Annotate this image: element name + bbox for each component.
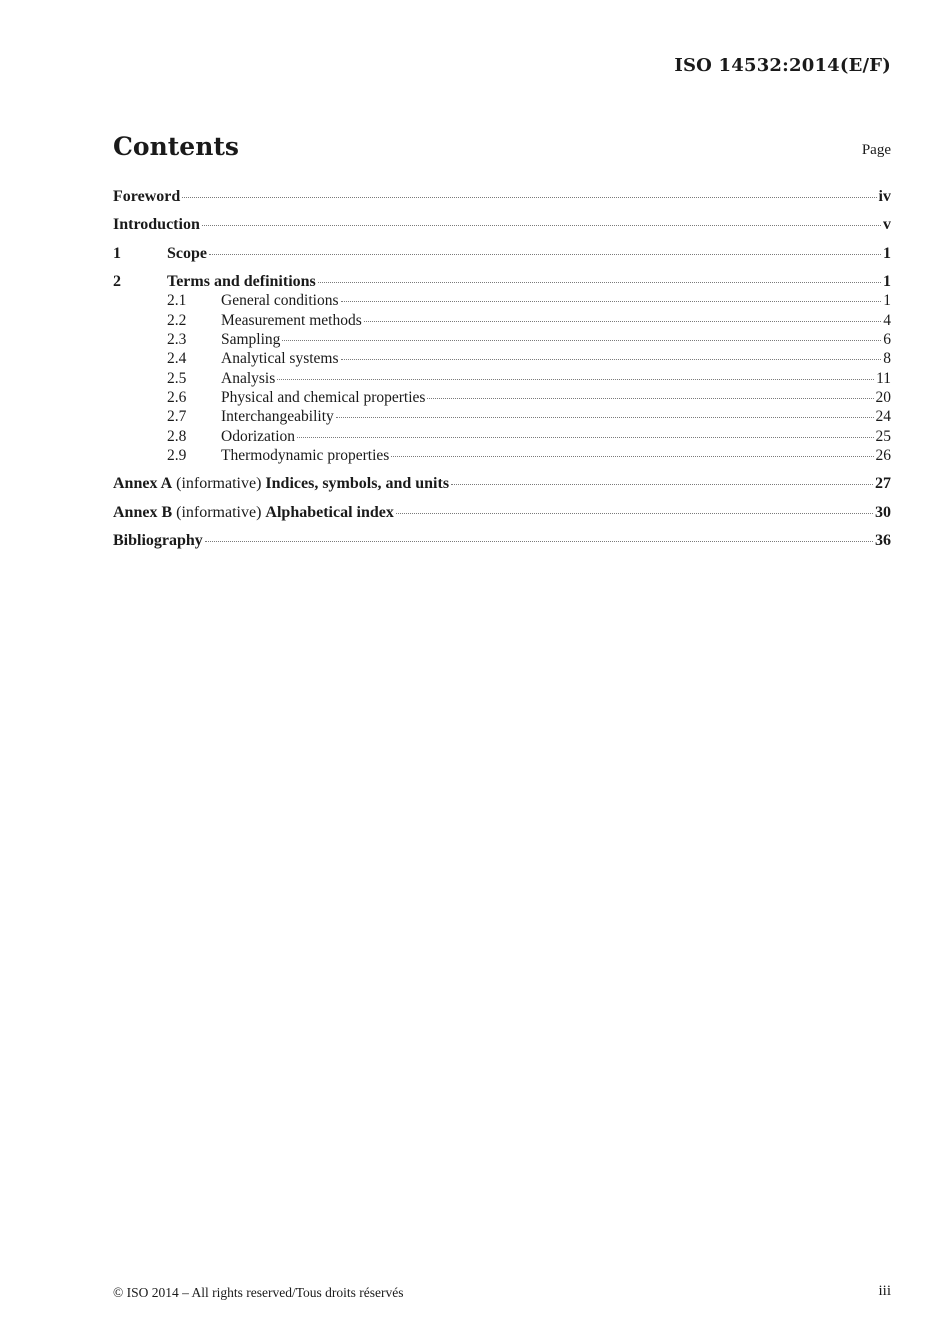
toc-subentry[interactable] <box>113 311 891 330</box>
toc-number: 2 <box>113 273 121 290</box>
dot-leader <box>364 321 881 322</box>
toc-page-number: 1 <box>883 245 891 262</box>
annex-label: Annex B <box>113 504 173 521</box>
toc-subentry[interactable] <box>113 291 891 310</box>
toc-page-number: 27 <box>875 475 891 492</box>
toc-title: Analysis <box>221 370 276 387</box>
dot-leader <box>202 225 881 226</box>
annex-title: Indices, symbols, and units <box>265 475 450 492</box>
toc-subentry[interactable] <box>113 388 891 407</box>
toc-title: Bibliography <box>113 532 203 549</box>
toc-title: Physical and chemical properties <box>221 389 426 406</box>
toc-number: 2.2 <box>167 312 187 329</box>
toc-page-number: 24 <box>875 408 891 425</box>
toc-page-number: 11 <box>876 370 891 387</box>
dot-leader <box>318 282 881 283</box>
page-column-label: Page <box>861 142 891 158</box>
toc-entry-annex-b[interactable] <box>113 503 891 522</box>
dot-leader <box>277 379 874 380</box>
toc-title: Sampling <box>221 331 281 348</box>
contents-heading: Contents <box>113 132 240 161</box>
toc-page-number: 4 <box>883 312 891 329</box>
toc-number: 2.6 <box>167 389 187 406</box>
dot-leader <box>209 254 881 255</box>
dot-leader <box>205 541 873 542</box>
toc-title: Scope <box>167 245 207 262</box>
dot-leader <box>396 513 873 514</box>
toc-title: Foreword <box>113 188 181 205</box>
toc-entry-bibliography[interactable] <box>113 531 891 550</box>
toc-page-number: v <box>883 216 891 233</box>
toc-entry-introduction[interactable] <box>113 215 891 234</box>
toc-title: Odorization <box>221 428 296 445</box>
toc-title: Thermodynamic properties <box>221 447 390 464</box>
toc-title <box>113 474 449 493</box>
toc-page-number: 25 <box>875 428 891 445</box>
toc-number: 2.7 <box>167 408 187 425</box>
toc-subentry[interactable] <box>113 407 891 426</box>
toc-number: 1 <box>113 245 121 262</box>
dot-leader <box>391 456 873 457</box>
toc-number: 2.1 <box>167 292 187 309</box>
toc-entry-annex-a[interactable] <box>113 474 891 493</box>
dot-leader <box>282 340 881 341</box>
dot-leader <box>336 417 874 418</box>
toc-title: Interchangeability <box>221 408 334 425</box>
toc-title: Introduction <box>113 216 200 233</box>
dot-leader <box>341 359 882 360</box>
toc-subentry[interactable] <box>113 330 891 349</box>
toc-page-number: 6 <box>883 331 891 348</box>
dot-leader <box>451 484 873 485</box>
toc-title <box>113 503 394 522</box>
dot-leader <box>182 197 876 198</box>
toc-number: 2.3 <box>167 331 187 348</box>
toc-number: 2.5 <box>167 370 187 387</box>
annex-label: Annex A <box>113 475 173 492</box>
toc-page-number: 26 <box>875 447 891 464</box>
toc-page-number: 1 <box>883 292 891 309</box>
annex-kind: (informative) <box>176 475 262 492</box>
dot-leader <box>297 437 873 438</box>
dot-leader <box>341 301 882 302</box>
toc-title: General conditions <box>221 292 339 309</box>
toc-page-number: 20 <box>875 389 891 406</box>
toc-number: 2.8 <box>167 428 187 445</box>
annex-kind: (informative) <box>176 504 262 521</box>
toc-subentry[interactable] <box>113 427 891 446</box>
copyright-notice: © ISO 2014 – All rights reserved/Tous droits réservés <box>113 1285 404 1300</box>
toc-page-number: 30 <box>875 504 891 521</box>
toc-number: 2.4 <box>167 350 187 367</box>
toc-subentry[interactable] <box>113 446 891 465</box>
toc-title: Measurement methods <box>221 312 362 329</box>
document-identifier: ISO 14532:2014(E/F) <box>674 55 891 76</box>
toc-title: Terms and definitions <box>167 273 316 290</box>
toc-page-number: 1 <box>883 273 891 290</box>
toc-subentry[interactable] <box>113 369 891 388</box>
toc-title: Analytical systems <box>221 350 339 367</box>
page-number: iii <box>878 1283 891 1299</box>
toc-entry-terms-and-definitions[interactable] <box>113 272 891 291</box>
toc-entry-foreword[interactable] <box>113 187 891 206</box>
toc-page-number: 8 <box>883 350 891 367</box>
toc-page-number: 36 <box>875 532 891 549</box>
toc-subentry[interactable] <box>113 349 891 368</box>
toc-page-number: iv <box>878 188 891 205</box>
toc-entry-scope[interactable] <box>113 244 891 263</box>
dot-leader <box>427 398 873 399</box>
annex-title: Alphabetical index <box>265 504 394 521</box>
toc-number: 2.9 <box>167 447 187 464</box>
